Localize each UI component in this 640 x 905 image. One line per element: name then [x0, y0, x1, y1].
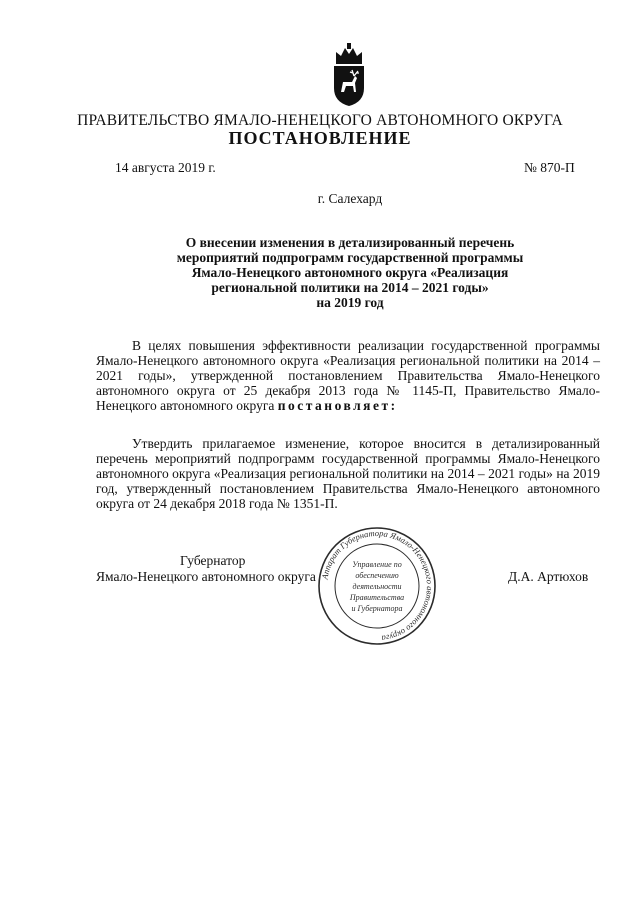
operative-text: Утвердить прилагаемое изменение, которое вносится в детализированный перечень мероприятий подпрограмм государственной программы Ямало-Ненецкого автономного округа «Реализация региональной политики на 2014 – 2021 годы» на 2019 год, утвержденный постановлением Правительства Ямало-Ненецкого автономного округа от 24 декабря 2018 года № 1351-П. — [96, 436, 600, 511]
document-city: г. Салехард — [317, 191, 383, 206]
document-title — [150, 235, 550, 310]
title-line: мероприятий подпрограмм государственной программы — [176, 250, 524, 265]
resolution-keyword: постановляет: — [277, 398, 398, 413]
seal-line: обеспечению — [355, 571, 399, 580]
seal-line: Правительства — [349, 593, 405, 602]
coat-of-arms-icon — [328, 42, 370, 108]
operative-paragraph — [96, 436, 600, 511]
title-line: Ямало-Ненецкого автономного округа «Реализация — [191, 265, 509, 280]
preamble-paragraph — [96, 338, 600, 413]
seal-line: деятельности — [352, 582, 402, 591]
organization-name: ПРАВИТЕЛЬСТВО ЯМАЛО-НЕНЕЦКОГО АВТОНОМНОГО ОКРУГА — [77, 112, 563, 129]
preamble-text: В целях повышения эффективности реализации государственной программы Ямало-Ненецкого автономного округа «Реализация региональной политики на 2014 – 2021 годы», утвержденной постановлением Правительства Ямало-Ненецкого автономного округа от 25 декабря 2013 года № 1145-П, Правительство Ямало-Ненецкого автономного округа — [96, 338, 600, 413]
title-line: О внесении изменения в детализированный перечень — [185, 235, 515, 250]
signatory-region: Ямало-Ненецкого автономного округа — [96, 569, 316, 584]
signatory-name: Д.А. Артюхов — [508, 569, 589, 584]
seal-line: и Губернатора — [351, 604, 403, 613]
document-number: № 870-П — [524, 160, 575, 175]
signatory-title: Губернатор — [180, 553, 246, 568]
title-line: на 2019 год — [316, 295, 384, 310]
title-line: региональной политики на 2014 – 2021 годы» — [211, 280, 489, 295]
document-type: ПОСТАНОВЛЕНИЕ — [228, 128, 412, 148]
official-seal — [316, 525, 438, 647]
document-date: 14 августа 2019 г. — [115, 160, 216, 175]
svg-text:Аппарат Губернатора Ямало-Нене: Аппарат Губернатора Ямало-Ненецкого автономного округа — [319, 527, 436, 644]
seal-line: Управление по — [352, 560, 402, 569]
